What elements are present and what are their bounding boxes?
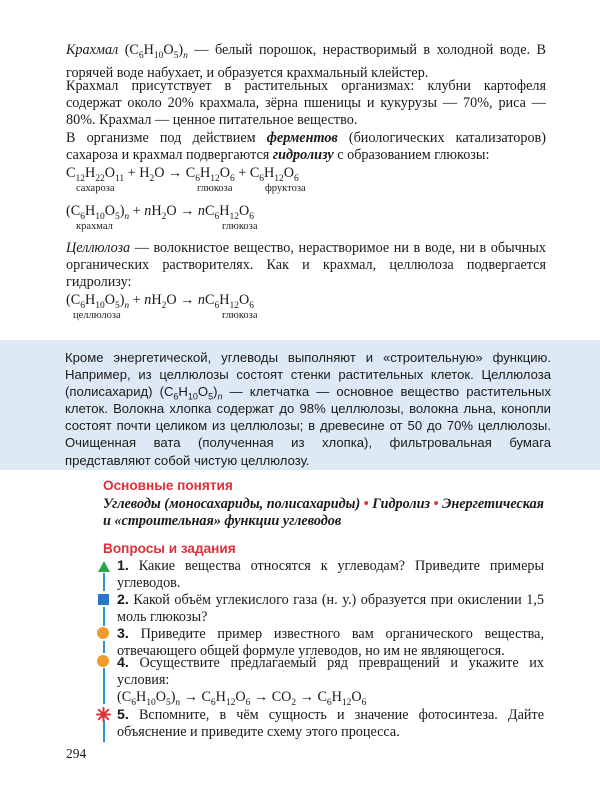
paragraph-cellulose <box>66 240 546 292</box>
concept-carbohydrates: Углеводы (моносахариды, полисахариды) <box>103 496 361 512</box>
question-1 <box>117 558 544 592</box>
circle-marker-icon <box>97 627 109 639</box>
concept-hydrolysis: Гидролиз <box>372 496 431 512</box>
question-2 <box>117 592 544 626</box>
question-number: 2. <box>117 592 129 608</box>
question-rule <box>103 641 105 653</box>
question-number: 3. <box>117 626 129 642</box>
question-rule <box>103 720 105 742</box>
question-number: 5. <box>117 707 129 723</box>
question-rule <box>103 607 105 626</box>
concept-separator: • <box>363 496 369 512</box>
equation-cellulose-hydrolysis: $(C_6H_{10}O_5)_n + nH_2O \to nC_6H_{12}O_6$ <box>66 292 254 311</box>
question-number: 1. <box>117 558 129 574</box>
label-sucrose: сахароза <box>76 183 115 194</box>
starch-occurrence-text: Крахмал присутствует в растительных организмах: клубни картофеля содержат около 20% крахмала, зёрна пшеницы и кукурузы — 70%, риса — 80%. Крахмал — ценное питательное вещество. <box>66 78 546 129</box>
question-text: Осуществите предлагаемый ряд превращений и укажите их условия: <box>117 655 544 688</box>
question-5 <box>117 707 544 741</box>
page-number: 294 <box>66 746 87 761</box>
equation-starch-hydrolysis: $(C_6H_{10}O_5)_n + nH_2O \to nC_6H_{12}O_6$ <box>66 203 254 222</box>
cellulose-text: — волокнистое вещество, нерастворимое ни в воде, ни в обычных органических растворителях. Как и крахмал, целлюлоза подвергается гидролизу: <box>66 240 546 291</box>
question-text: Какой объём углекислого газа (н. у.) образуется при окислении 1,5 моль глюкозы? <box>117 592 544 625</box>
hydrolysis-text-b: (биологических катализаторов) сахароза и крахмал подвергаются <box>66 130 546 164</box>
question-4 <box>117 655 544 689</box>
question-text: Вспомните, в чём сущность и значение фотосинтеза. Дайте объяснение и приведите схему этого процесса. <box>117 707 544 740</box>
paragraph-starch-occurrence <box>66 78 546 130</box>
star-marker-icon <box>96 707 111 722</box>
question-text: Какие вещества относятся к углеводам? Приведите примеры углеводов. <box>117 558 545 591</box>
concepts-heading: Основные понятия <box>103 478 233 493</box>
label-starch: крахмал <box>76 221 113 232</box>
question-rule <box>103 573 105 591</box>
term-enzymes: ферментов <box>266 130 338 146</box>
label-cellulose: целлюлоза <box>73 310 121 321</box>
question-rule <box>103 668 105 704</box>
info-box-text <box>65 349 551 469</box>
starch-definition-text: — белый порошок, нерастворимый в холодной воде. В горячей воде набухает, и образуется крахмальный клейстер. <box>66 42 547 82</box>
equation-sucrose-hydrolysis: $C_{12}H_{22}O_{11} + H_2O \to C_6H_{12}O_6 + C_6H_{12}O_6$ <box>66 165 299 184</box>
term-cellulose: Целлюлоза <box>66 240 131 256</box>
concepts-list <box>103 496 553 530</box>
label-glucose-2: глюкоза <box>222 221 258 232</box>
transformation-chain: $(C_6H_{10}O_5)_n \to C_6H_{12}O_6 \to CO_2 \to C_6H_{12}O_6$ <box>117 689 367 708</box>
label-fructose: фруктоза <box>265 183 306 194</box>
term-hydrolysis: гидролизу <box>272 147 334 164</box>
circle-marker-icon <box>97 655 109 667</box>
term-starch: Крахмал <box>66 42 119 58</box>
triangle-marker-icon <box>97 560 111 573</box>
question-number: 4. <box>117 655 129 671</box>
concept-functions: Энергетическая и «строительная» функции углеводов <box>103 496 544 529</box>
paragraph-hydrolysis <box>66 130 546 164</box>
question-text: Приведите пример известного вам органического вещества, отвечающего общей формуле углеводов, но им не являющегося. <box>117 626 545 659</box>
info-box-text-b: — клетчатка — основное вещество растительных клеток. Волокна хлопка содержат до 98% целлюлозы, волокна льна, конопли состоят почти целиком из целлюлозы; в древесине от 50 до 70% целлюлозы. Очищенная вата (полученная из хлопка), фильтровальная бумага представляют собой чистую целлюлозу. <box>65 384 552 468</box>
label-glucose: глюкоза <box>197 183 233 194</box>
info-box-formula: $(C_6H_{10}O_5)_n$ <box>159 384 223 402</box>
concept-separator: • <box>433 496 439 512</box>
square-marker-icon <box>98 594 109 605</box>
starch-formula: $(C_6H_{10}O_5)_n$ <box>124 42 188 61</box>
paragraph-starch-definition <box>66 42 546 82</box>
hydrolysis-text-c: с образованием глюкозы: <box>333 147 490 164</box>
label-glucose-3: глюкоза <box>222 310 258 321</box>
questions-heading: Вопросы и задания <box>103 541 236 556</box>
info-box-text-a: Кроме энергетической, углеводы выполняют и «строительную» функцию. Например, из целлюлозы состоят стенки растительных клеток. Целлюлоза (полисахарид) <box>65 350 551 400</box>
hydrolysis-text-a: В организме под действием <box>66 130 267 146</box>
